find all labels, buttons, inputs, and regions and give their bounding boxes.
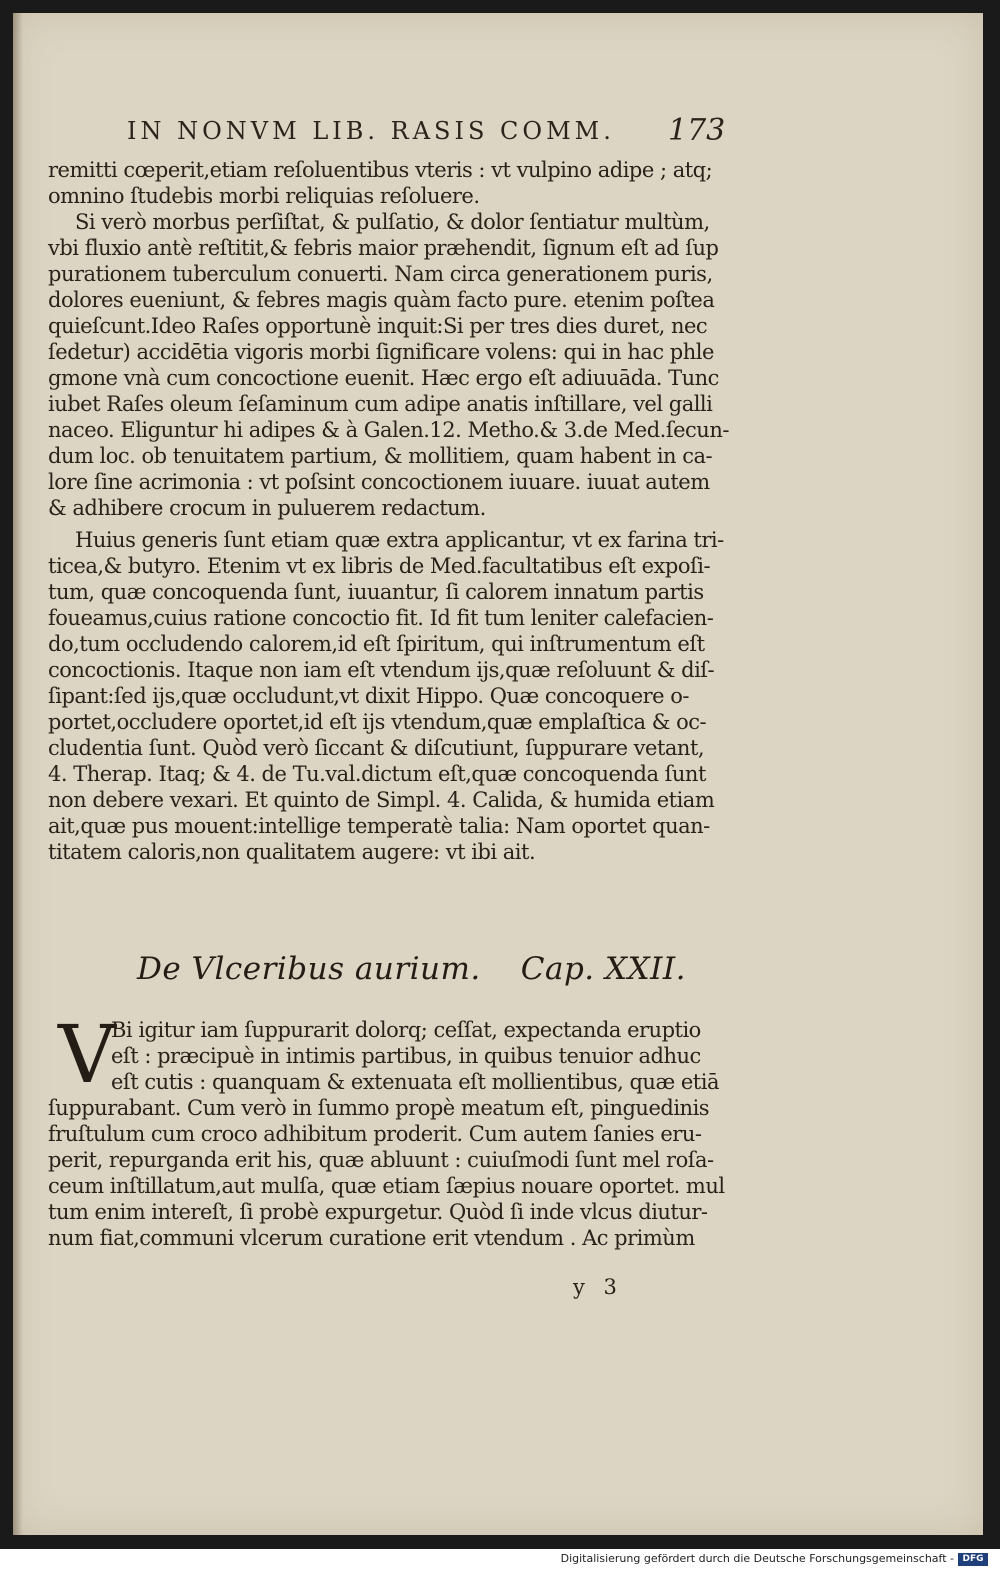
text-line: eſt cutis : quanquam & extenuata eſt mollientibus, quæ etiā: [111, 1070, 719, 1094]
text-line: perit, repurganda erit his, quæ abluunt : cuiuſmodi ſunt mel roſa-: [48, 1148, 714, 1172]
text-line: dolores eueniunt, & febres magis quàm facto pure. etenim poſtea: [48, 288, 715, 312]
text-line: concoctionis. Itaque non iam eſt vtendum ijs,quæ reſoluunt & diſ-: [48, 658, 715, 682]
text-line: cludentia ſunt. Quòd verò ſiccant & diſcutiunt, ſuppurare vetant,: [48, 736, 705, 760]
chapter-title: De Vlceribus aurium.: [137, 951, 481, 987]
text-line: vbi fluxio antè reſtitit,& febris maior præhendit, ſignum eſt ad ſup: [48, 236, 719, 260]
text-line: naceo. Eliguntur hi adipes & à Galen.12. Metho.& 3.de Med.ſecun-: [48, 418, 729, 442]
text-line: Bi igitur iam ſuppurarit dolorq; ceſſat, expectanda eruptio: [111, 1018, 701, 1042]
text-line: eſt : præcipuè in intimis partibus, in quibus tenuior adhuc: [111, 1044, 701, 1068]
text-line: num fiat,communi vlcerum curatione erit vtendum . Ac primùm: [48, 1226, 695, 1250]
text-line: lore ſine acrimonia : vt poſsint concoctionem iuuare. iuuat autem: [48, 470, 710, 494]
footer-bar: [0, 1549, 1000, 1571]
text-line: iubet Raſes oleum ſeſaminum cum adipe anatis inſtillare, vel galli: [48, 392, 713, 416]
text-line: foueamus,cuius ratione concoctio fit. Id fit tum leniter calefacien-: [48, 606, 714, 630]
text-line: ticea,& butyro. Etenim vt ex libris de Med.facultatibus eſt expoſi-: [48, 554, 711, 578]
text-line: do,tum occludendo calorem,id eſt ſpiritum, qui inſtrumentum eſt: [48, 632, 705, 656]
text-line: ſuppurabant. Cum verò in ſummo propè meatum eſt, pinguedinis: [48, 1096, 710, 1120]
text-line: dum loc. ob tenuitatem partium, & mollitiem, quam habent in ca-: [48, 444, 713, 468]
dfg-logo-icon: DFG: [958, 1553, 988, 1566]
text-line: tum enim intereſt, ſi probè expurgetur. Quòd ſi inde vlcus diutur-: [48, 1200, 708, 1224]
drop-initial: V: [58, 1008, 116, 1101]
text-line: ait,quæ pus mouent:intellige temperatè talia: Nam oportet quan-: [48, 814, 710, 838]
text-line: portet,occludere oportet,id eſt ijs vtendum,quæ emplaſtica & oc-: [48, 710, 707, 734]
book-page: [13, 13, 983, 1535]
text-line: ſipant:ſed ijs,quæ occludunt,vt dixit Hippo. Quæ concoquere o-: [48, 684, 689, 708]
text-line: tum, quæ concoquenda ſunt, iuuantur, ſi calorem innatum partis: [48, 580, 704, 604]
running-head: IN NONVM LIB. RASIS COMM.: [127, 117, 615, 145]
text-line: & adhibere crocum in puluerem redactum.: [48, 496, 486, 520]
text-line: quieſcunt.Ideo Raſes opportunè inquit:Si per tres dies duret, nec: [48, 314, 708, 338]
signature-mark: y 3: [573, 1275, 623, 1299]
text-line: omnino ſtudebis morbi reliquias reſoluere.: [48, 184, 480, 208]
text-line: titatem caloris,non qualitatem augere: vt ibi ait.: [48, 840, 536, 864]
text-line: ſedetur) accidētia vigoris morbi ſignificare volens: qui in hac phle: [48, 340, 714, 364]
text-line: remitti cœperit,etiam reſoluentibus vteris : vt vulpino adipe ; atq;: [48, 158, 713, 182]
page-number: 173: [668, 113, 726, 148]
text-line: 4. Therap. Itaq; & 4. de Tu.val.dictum eſt,quæ concoquenda ſunt: [48, 762, 706, 786]
chapter-number: Cap. XXII.: [520, 951, 687, 987]
funding-credit: Digitalisierung gefördert durch die Deutsche Forschungsgemeinschaft -: [560, 1552, 954, 1565]
text-line: ceum inſtillatum,aut mulſa, quæ etiam ſæpius nouare oportet. mul: [48, 1174, 725, 1198]
chapter-heading: [137, 951, 686, 987]
text-line: non debere vexari. Et quinto de Simpl. 4. Calida, & humida etiam: [48, 788, 715, 812]
text-line: gmone vnà cum concoctione euenit. Hæc ergo eſt adiuuāda. Tunc: [48, 366, 719, 390]
text-line: purationem tuberculum conuerti. Nam circa generationem puris,: [48, 262, 713, 286]
text-line: Si verò morbus perſiſtat, & pulſatio, & dolor ſentiatur multùm,: [75, 210, 710, 234]
text-line: fruſtulum cum croco adhibitum proderit. Cum autem ſanies eru-: [48, 1122, 702, 1146]
text-line: Huius generis ſunt etiam quæ extra applicantur, vt ex farina tri-: [75, 528, 724, 552]
